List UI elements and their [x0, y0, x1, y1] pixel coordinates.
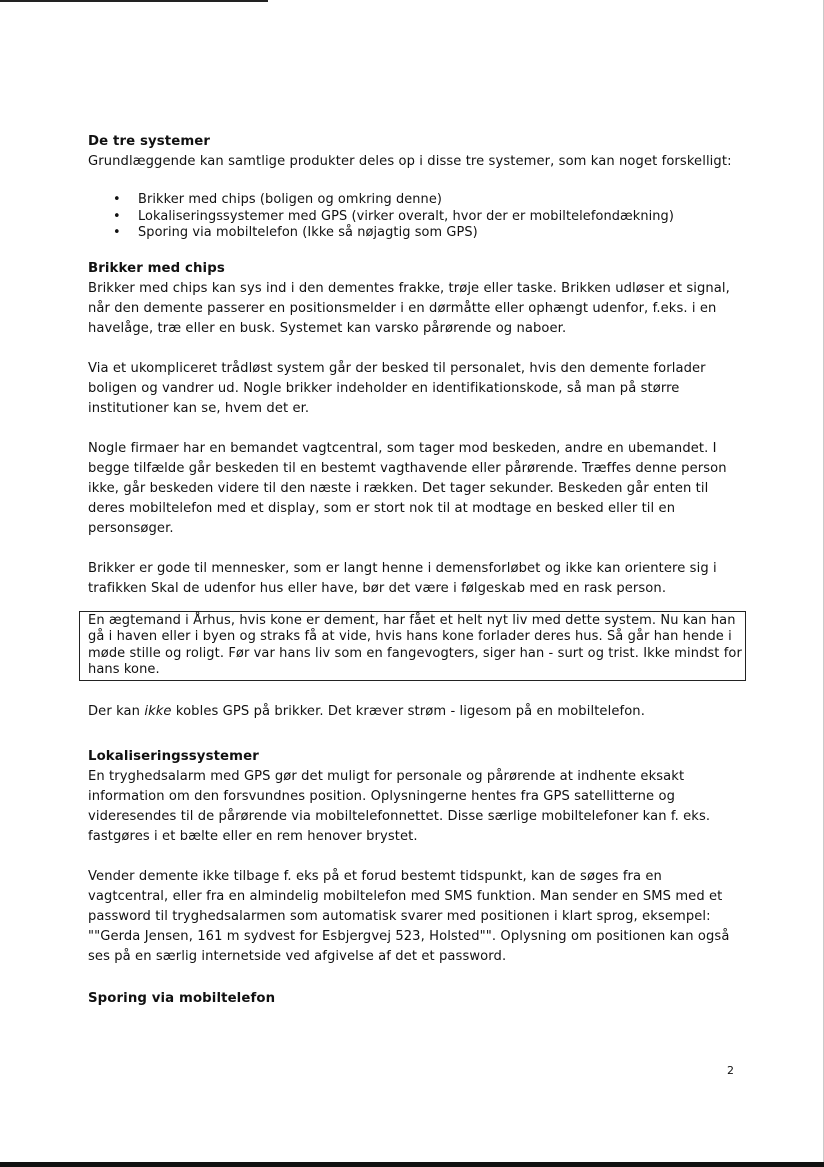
list-item: • Brikker med chips (boligen og omkring denne): [88, 192, 738, 209]
document-body: [88, 132, 742, 1009]
paragraph-chips-4: Brikker er gode til mennesker, som er langt henne i demensforløbet og ikke kan orientere sig i trafikken Skal de udenfor hus eller have, bør det være i følgeskab med en rask person.: [88, 560, 717, 596]
heading-de-tre-systemer: De tre systemer: [88, 134, 211, 149]
top-scan-rule: [0, 0, 268, 2]
heading-lokaliseringssystemer: Lokaliseringssystemer: [88, 748, 259, 764]
page-number: 2: [727, 1064, 734, 1077]
paragraph-loc-1: En tryghedsalarm med GPS gør det muligt for personale og pårørende at indhente eksakt information om den forsvundnes position. Oplysningerne hentes fra GPS satellitterne og videresendes til de pårørende via mobiltelefonnettet. Disse særlige mobiltelefoner kan f. eks. fastgøres i et bælte eller en rem henover brystet.: [88, 768, 711, 844]
paragraph-systems-intro: Grundlæggende kan samtlige produkter deles op i disse tre systemer, som kan noget forskelligt:: [88, 154, 732, 169]
case-story-text: En ægtemand i Århus, hvis kone er dement, har fået et helt nyt liv med dette system. Nu kan han gå i haven eller i byen og straks få at vide, hvis hans kone forlader deres hus. Så går han hende i møde stille og roligt. Før var hans liv som en fangevogters, siger han - surt og trist. Ikke mindst for hans kone.: [88, 612, 742, 678]
paragraph-gps-note: Der kan ikke kobles GPS på brikker. Det kræver strøm - ligesom på en mobiltelefon.: [88, 703, 645, 719]
bottom-scan-rule: [0, 1162, 824, 1167]
list-item: • Lokaliseringssystemer med GPS (virker overalt, hvor der er mobiltelefondækning): [88, 209, 738, 226]
heading-sporing-via-mobiltelefon: Sporing via mobiltelefon: [88, 990, 276, 1006]
heading-brikker-med-chips: Brikker med chips: [88, 260, 225, 276]
case-story-box: [79, 611, 746, 681]
list-item: • Sporing via mobiltelefon (Ikke så nøjagtig som GPS): [88, 225, 738, 242]
paragraph-loc-2: Vender demente ikke tilbage f. eks på et forud bestemt tidspunkt, kan de søges fra en vagtcentral, eller fra en almindelig mobiltelefon med SMS funktion. Man sender en SMS med et password til tryghedsalarmen som automatisk svarer med positionen i klart sprog, eksempel: ""Gerda Jensen, 161 m sydvest for Esbjergvej 523, Holsted"". Oplysning om positionen kan også ses på en særlig internetside ved afgivelse af det et password.: [88, 868, 730, 964]
paragraph-chips-1: Brikker med chips kan sys ind i den dementes frakke, trøje eller taske. Brikken udløser et signal, når den demente passerer en positionsmelder i en dørmåtte eller ophængt udenfor, f.eks. i en havelåge, træ eller en busk. Systemet kan varsko pårørende og naboer.: [88, 280, 730, 336]
paragraph-chips-3: Nogle firmaer har en bemandet vagtcentral, som tager mod beskeden, andre en ubemandet. I begge tilfælde går beskeden til en bestemt vagthavende eller pårørende. Træffes denne person ikke, går beskeden videre til den næste i rækken. Det tager sekunder. Beskeden går enten til deres mobiltelefon med et display, som er stort nok til at modtage en besked eller til en personsøger.: [88, 440, 727, 536]
systems-bullet-list: [88, 192, 738, 242]
paragraph-chips-2: Via et ukompliceret trådløst system går der besked til personalet, hvis den demente forlader boligen og vandrer ud. Nogle brikker indeholder en identifikationskode, så man på større institutioner kan se, hvem det er.: [88, 360, 706, 416]
emphasis-ikke: ikke: [144, 703, 172, 719]
